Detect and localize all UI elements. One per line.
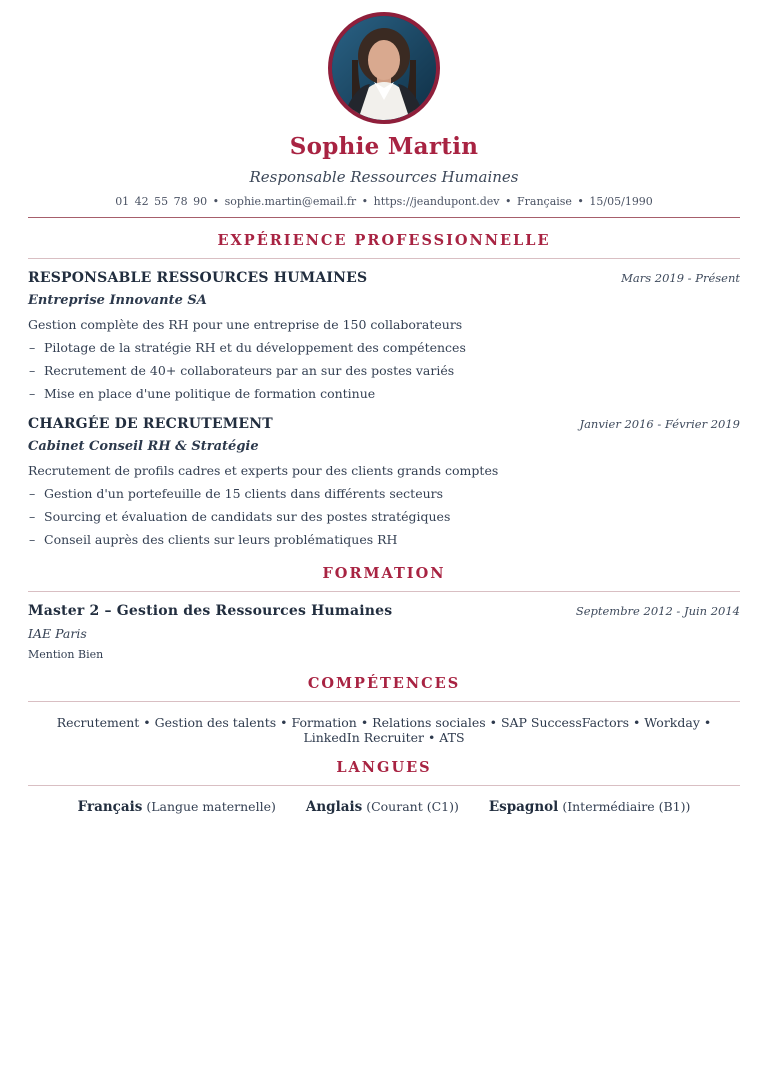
language-level: (Langue maternelle) [146, 799, 276, 814]
school-name: IAE Paris [28, 626, 87, 641]
candidate-title: Responsable Ressources Humaines [249, 168, 519, 186]
contact-line: 01 42 55 78 90 • sophie.martin@email.fr • https://jeandupont.dev • Française • 15/05/1990 [115, 195, 653, 208]
job-dates: Janvier 2016 - Février 2019 [579, 417, 740, 431]
job-entry [28, 416, 740, 551]
candidate-name: Sophie Martin [289, 133, 479, 160]
job-bullet: – Mise en place d'une politique de formation continue [28, 382, 740, 405]
degree-title: Master 2 – Gestion des Ressources Humaines [28, 603, 393, 619]
language-item [78, 799, 276, 815]
job-company: Entreprise Innovante SA [28, 293, 207, 308]
section-langues [28, 759, 740, 815]
header-divider [28, 217, 740, 218]
competences-heading: COMPÉTENCES [28, 675, 740, 702]
job-dates: Mars 2019 - Présent [621, 271, 740, 285]
job-bullet: – Pilotage de la stratégie RH et du développement des compétences [28, 336, 740, 359]
job-summary: Gestion complète des RH pour une entreprise de 150 collaborateurs [28, 317, 463, 332]
section-formation [28, 565, 740, 661]
language-level: (Intermédiaire (B1)) [562, 799, 691, 814]
job-bullet: – Gestion d'un portefeuille de 15 clients dans différents secteurs [28, 482, 740, 505]
job-entry [28, 270, 740, 405]
languages-row [28, 799, 740, 815]
profile-photo [328, 12, 440, 124]
language-level: (Courant (C1)) [366, 799, 459, 814]
job-title: CHARGÉE DE RECRUTEMENT [28, 416, 273, 432]
section-competences [28, 675, 740, 745]
langues-heading: LANGUES [28, 759, 740, 786]
language-name: Anglais [305, 799, 363, 815]
cv-header [28, 0, 740, 218]
job-bullet: – Conseil auprès des clients sur leurs problématiques RH [28, 528, 740, 551]
job-title-row [28, 416, 740, 432]
language-item [489, 799, 691, 815]
degree-title-row [28, 603, 740, 619]
job-bullet-list [28, 336, 740, 405]
job-summary: Recrutement de profils cadres et experts pour des clients grands comptes [28, 463, 499, 478]
education-entry [28, 603, 740, 661]
job-company: Cabinet Conseil RH & Stratégie [28, 439, 259, 454]
language-name: Espagnol [488, 799, 559, 815]
section-experience [28, 232, 740, 551]
job-title: RESPONSABLE RESSOURCES HUMAINES [28, 270, 368, 286]
job-bullet: – Sourcing et évaluation de candidats sur des postes stratégiques [28, 505, 740, 528]
profile-photo-image [332, 16, 436, 120]
skills-line: Recrutement • Gestion des talents • Formation • Relations sociales • SAP SuccessFactors • Workday • LinkedIn Recruiter • ATS [56, 715, 712, 745]
job-bullet: – Recrutement de 40+ collaborateurs par an sur des postes variés [28, 359, 740, 382]
job-title-row [28, 270, 740, 286]
experience-heading: EXPÉRIENCE PROFESSIONNELLE [28, 232, 740, 259]
degree-dates: Septembre 2012 - Juin 2014 [575, 604, 740, 618]
job-bullet-list [28, 482, 740, 551]
language-item [306, 799, 459, 815]
formation-heading: FORMATION [28, 565, 740, 592]
language-name: Français [77, 799, 143, 815]
degree-note: Mention Bien [28, 648, 104, 661]
